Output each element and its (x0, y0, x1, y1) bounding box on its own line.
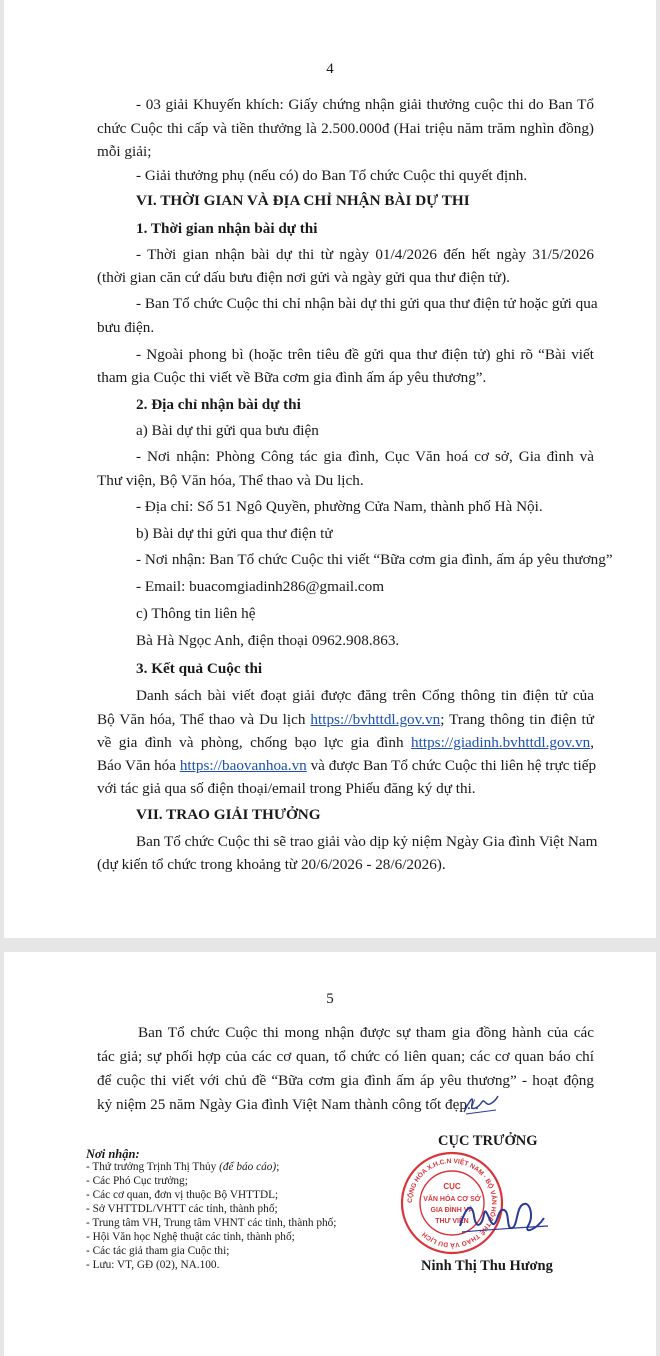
subsection-1-title: 1. Thời gian nhận bài dự thi (136, 220, 318, 237)
email-title: b) Bài dự thi gửi qua thư điện tử (136, 525, 333, 542)
subsection-2-title: 2. Địa chỉ nhận bài dự thi (136, 396, 301, 413)
initial-mark (460, 1090, 502, 1118)
section-7-title: VII. TRAO GIẢI THƯỞNG (136, 806, 321, 823)
award-line-1: Ban Tổ chức Cuộc thi sẽ trao giải vào dịp kỷ niệm Ngày Gia đình Việt Nam (136, 833, 598, 850)
closing-line-4: kỷ niệm 25 năm Ngày Gia đình Việt Nam thành công tốt đẹp./. (97, 1096, 479, 1113)
prize-line-2: chức Cuộc thi cấp và tiền thưởng là 2.500.000đ (Hai triệu năm trăm nghìn đồng) (97, 120, 594, 137)
closing-line-2: tác giả; sự phối hợp của các cơ quan, tổ chức có liên quan; các cơ quan báo chí (97, 1048, 594, 1065)
recipient-item: - Sở VHTTDL/VHTT các tỉnh, thành phố; (86, 1203, 278, 1215)
bvhttdl-link[interactable]: https://bvhttdl.gov.vn (310, 711, 441, 728)
recipient-note: (để báo cáo) (219, 1161, 277, 1173)
closing-line-3: để cuộc thi viết với chủ đề “Bữa cơm gia đình ấm áp yêu thương” - hoạt động (97, 1072, 594, 1089)
results-line-4 (97, 756, 597, 775)
signer-name: Ninh Thị Thu Hương (421, 1258, 553, 1274)
results-line-5: với tác giả qua số điện thoại/email trong Phiếu đăng ký dự thi. (97, 780, 476, 797)
envelope-line-2: tham gia Cuộc thi viết về Bữa cơm gia đình ấm áp yêu thương”. (97, 369, 487, 386)
email-address: - Email: buacomgiadinh286@gmail.com (136, 578, 385, 595)
contact-title: c) Thông tin liên hệ (136, 605, 256, 622)
envelope-line-1: - Ngoài phong bì (hoặc trên tiêu đề gửi qua thư điện tử) ghi rõ “Bài viết (136, 346, 594, 363)
recipients-title: Nơi nhận: (86, 1147, 140, 1161)
recipient-item: - Các cơ quan, đơn vị thuộc Bộ VHTTDL; (86, 1189, 279, 1201)
results-text: Bộ Văn hóa, Thể thao và Du lịch (97, 711, 311, 728)
results-line-3 (97, 733, 594, 752)
recipient-item: - Các tác giả tham gia Cuộc thi; (86, 1245, 230, 1257)
email-recipient: - Nơi nhận: Ban Tổ chức Cuộc thi viết “Bữa cơm gia đình, ấm áp yêu thương” (136, 551, 613, 568)
post-recipient-line-2: Thư viện, Bộ Văn hóa, Thể thao và Du lịch. (97, 472, 364, 489)
closing-line-1: Ban Tổ chức Cuộc thi mong nhận được sự tham gia đồng hành của các (138, 1024, 594, 1041)
results-text: , (590, 734, 594, 751)
recipient-text: - Thứ trưởng Trịnh Thị Thủy (86, 1161, 220, 1173)
seal-center-line: VĂN HÓA CƠ SỞ (423, 1196, 481, 1203)
page-number: 5 (326, 991, 334, 1007)
results-text: về gia đình và phòng, chống bạo lực gia đình (97, 734, 412, 751)
recipient-item: - Trung tâm VH, Trung tâm VHNT các tỉnh, thành phố; (86, 1217, 337, 1229)
subsection-3-title: 3. Kết quả Cuộc thi (136, 660, 263, 677)
signature (454, 1196, 554, 1242)
giadinh-link[interactable]: https://giadinh.bvhttdl.gov.vn (411, 734, 591, 751)
section-6-title: VI. THỜI GIAN VÀ ĐỊA CHỈ NHẬN BÀI DỰ THI (136, 192, 470, 209)
recipient-tail: ; (276, 1161, 280, 1173)
prize-line-1: - 03 giải Khuyến khích: Giấy chứng nhận giải thưởng cuộc thi do Ban Tổ (136, 96, 594, 113)
page-number: 4 (326, 61, 334, 77)
document-page-4 (4, 0, 656, 938)
time-line-2: (thời gian căn cứ dấu bưu điện nơi gửi và ngày gửi qua thư điện tử). (97, 269, 510, 286)
receive-line-1: - Ban Tổ chức Cuộc thi chỉ nhận bài dự thi gửi qua thư điện tử hoặc gửi qua (136, 295, 598, 312)
prize-line-3: mỗi giải; (97, 143, 152, 160)
seal-center-line: CỤC (443, 1182, 461, 1191)
recipient-item: - Hội Văn học Nghệ thuật các tỉnh, thành phố; (86, 1231, 295, 1243)
signer-title: CỤC TRƯỞNG (438, 1133, 538, 1149)
post-title: a) Bài dự thi gửi qua bưu điện (136, 422, 319, 439)
recipient-item: - Các Phó Cục trưởng; (86, 1175, 188, 1187)
receive-line-2: bưu điện. (97, 319, 155, 336)
results-line-2 (97, 710, 594, 729)
seal-center-line: GIA ĐÌNH VÀ (430, 1207, 474, 1214)
recipient-item (86, 1161, 279, 1175)
results-line-1: Danh sách bài viết đoạt giải được đăng trên Cổng thông tin điện tử của (136, 687, 594, 704)
award-line-2: (dự kiến tổ chức trong khoảng từ 20/6/2026 - 28/6/2026). (97, 856, 446, 873)
results-text: Báo Văn hóa (97, 757, 180, 774)
time-line-1: - Thời gian nhận bài dự thi từ ngày 01/4/2026 đến hết ngày 31/5/2026 (136, 246, 594, 263)
contact-info: Bà Hà Ngọc Anh, điện thoại 0962.908.863. (136, 632, 400, 649)
results-text: và được Ban Tổ chức Cuộc thi liên hệ trực tiếp (306, 757, 597, 774)
seal-center-line: THƯ VIỆN (435, 1218, 469, 1225)
post-recipient-line-1: - Nơi nhận: Phòng Công tác gia đình, Cục Văn hoá cơ sở, Gia đình và (136, 448, 594, 465)
post-address: - Địa chỉ: Số 51 Ngô Quyền, phường Cửa Nam, thành phố Hà Nội. (136, 498, 543, 515)
seal-outer-text: CỘNG HÒA X.H.C.N VIỆT NAM · BỘ VĂN HÓA THỂ THAO VÀ DU LỊCH (406, 1157, 498, 1249)
results-text: ; Trang thông tin điện tử (440, 711, 594, 728)
recipient-item: - Lưu: VT, GĐ (02), NA.100. (86, 1259, 220, 1271)
extra-prize: - Giải thưởng phụ (nếu có) do Ban Tổ chức Cuộc thi quyết định. (136, 167, 528, 184)
baovanhoa-link[interactable]: https://baovanhoa.vn (179, 757, 307, 774)
